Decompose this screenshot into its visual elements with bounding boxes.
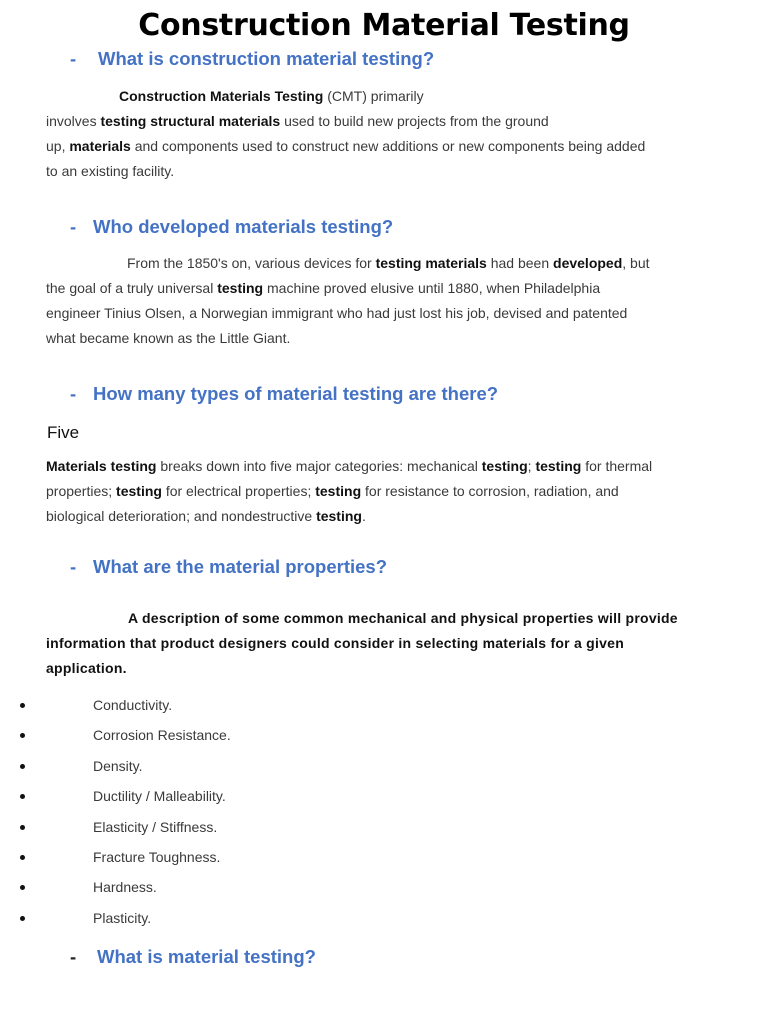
paragraph-history: From the 1850's on, various devices for testing materials had been developed, but the goal of a truly universal testing machine proved elusive until 1880, when Philadelphia engineer Tinius Olsen, a Norwegian immigrant who had just lost his job, devised and patented what became known as the Little Giant.	[46, 255, 650, 346]
heading-text: What is material testing?	[97, 946, 316, 967]
bullet-icon	[20, 825, 25, 830]
bullet-icon	[20, 794, 25, 799]
section-heading-material-properties	[70, 556, 387, 578]
section-heading-what-is-cmt	[70, 48, 434, 70]
list-item: Hardness.	[0, 874, 768, 904]
bullet-icon	[20, 916, 25, 921]
paragraph-properties-intro: A description of some common mechanical and physical properties will provide information that product designers could consider in selecting materials for a given application.	[46, 610, 678, 676]
heading-dash: -	[70, 216, 77, 237]
paragraph-categories: Materials testing breaks down into five major categories: mechanical testing; testing for thermal properties; testing for electrical properties; testing for resistance to corrosion, radiation, and biological deterioration; and nondestructive testing.	[46, 458, 653, 524]
list-item: Ductility / Malleability.	[0, 783, 768, 813]
list-item: Conductivity.	[0, 692, 768, 722]
heading-text: What is construction material testing?	[98, 48, 435, 69]
bullet-icon	[20, 764, 25, 769]
heading-dash: -	[70, 556, 77, 577]
bullet-icon	[20, 703, 25, 708]
bullet-icon	[20, 855, 25, 860]
section-heading-what-is-material-testing	[70, 946, 316, 968]
answer-five: Five	[47, 423, 80, 442]
list-item: Plasticity.	[0, 905, 768, 935]
list-item: Elasticity / Stiffness.	[0, 814, 768, 844]
heading-text: Who developed materials testing?	[93, 216, 394, 237]
heading-dash: -	[70, 946, 77, 967]
section-heading-who-developed	[70, 216, 393, 238]
list-item: Density.	[0, 753, 768, 783]
bullet-icon	[20, 733, 25, 738]
document-title: Construction Material Testing	[138, 8, 630, 43]
paragraph-cmt-definition: Construction Materials Testing (CMT) primarily involves testing structural materials used to build new projects from the ground up, materials and components used to construct new additions or new components being added to an existing facility.	[46, 88, 646, 179]
heading-text: How many types of material testing are there?	[93, 383, 499, 404]
heading-text: What are the material properties?	[93, 556, 388, 577]
list-item: Fracture Toughness.	[0, 844, 768, 874]
list-item: Corrosion Resistance.	[0, 722, 768, 752]
properties-bullet-list	[0, 692, 768, 935]
bullet-icon	[20, 885, 25, 890]
heading-dash: -	[70, 383, 77, 404]
heading-dash: -	[70, 48, 77, 69]
section-heading-how-many-types	[70, 383, 498, 405]
